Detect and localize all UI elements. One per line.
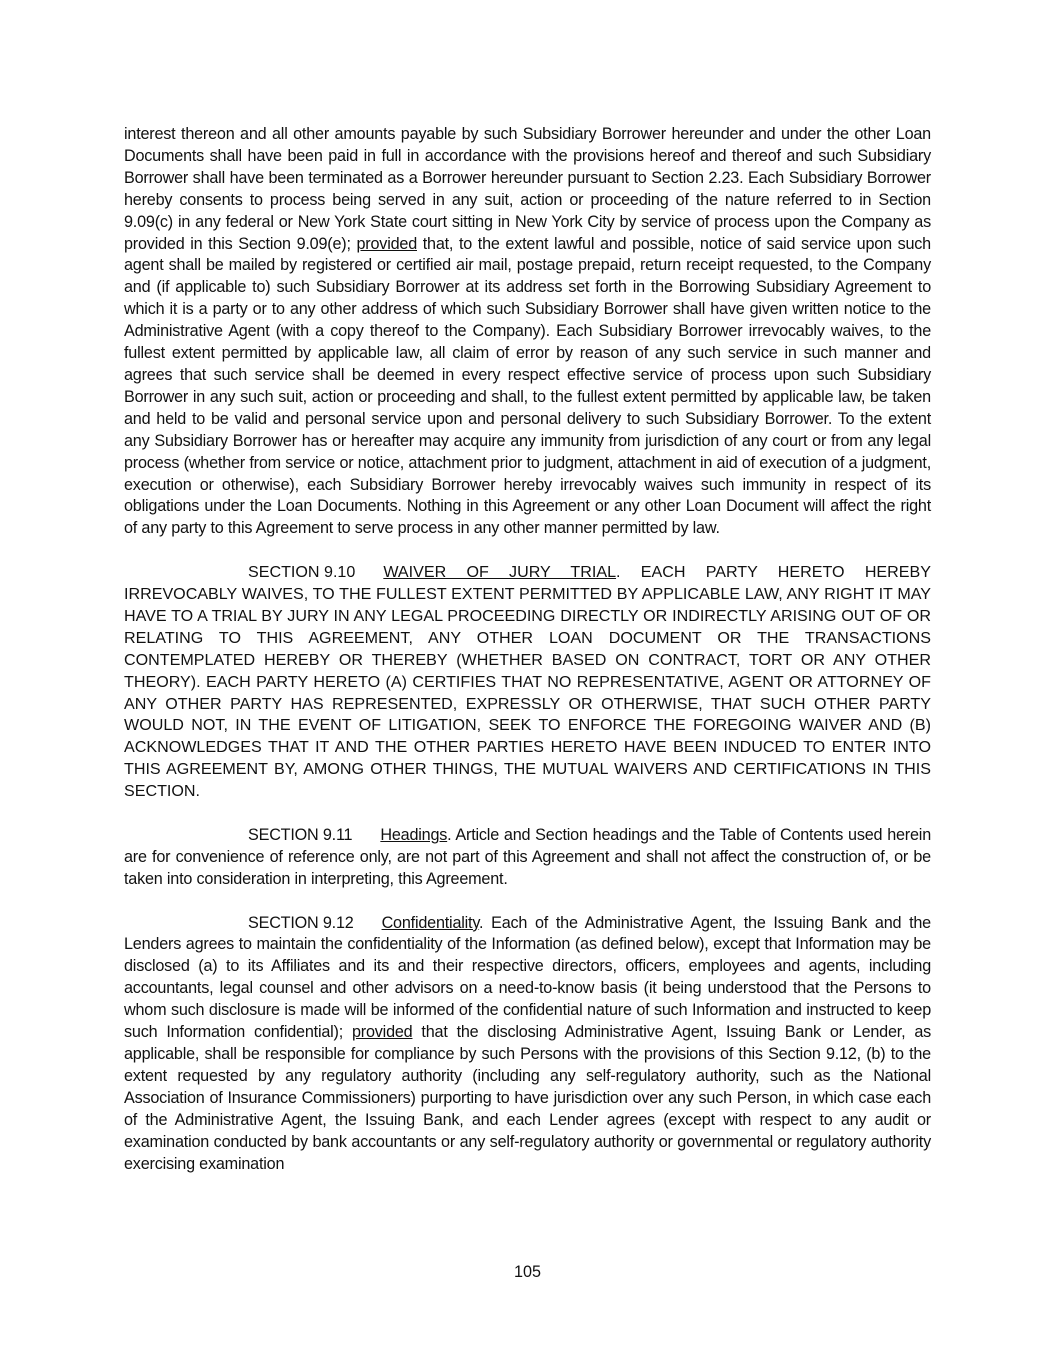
- document-page: [124, 124, 931, 1175]
- section-9-11-number: SECTION 9.11: [248, 825, 353, 844]
- page-number: 105: [513, 1263, 541, 1281]
- section-9-10-title: WAIVER OF JURY TRIAL: [383, 563, 617, 582]
- continuation-text-2: that, to the extent lawful and possible, notice of said service upon such agent shall be mailed by registered or certified air mail, postage prepaid, return receipt requested, to the Company and (if applicable to) such Subsidiary Borrower at its address set forth in the Borrowing Subsidiary Agreement to which it is a party or to any other address of which such Subsidiary Borrower shall have given written notice to the Administrative Agent (with a copy thereof to the Company). Each Subsidiary Borrower irrevocably waives, to the fullest extent permitted by applicable law, all claim of error by reason of any such service in such manner and agrees that such service shall be deemed in every respect effective service of process upon such Subsidiary Borrower in any such suit, action or proceeding and shall, to the fullest extent permitted by applicable law, be taken and held to be valid and personal service upon and personal delivery to such Subsidiary Borrower. To the extent any Subsidiary Borrower has or hereafter may acquire any immunity from jurisdiction of any court or from any legal process (whether from service or notice, attachment prior to judgment, attachment in aid of execution of a judgment, execution or otherwise), each Subsidiary Borrower hereby irrevocably waives such immunity in respect of its obligations under the Loan Documents. Nothing in this Agreement or any other Loan Document will affect the right of any party to this Agreement to serve process in any other manner permitted by law.: [124, 234, 931, 538]
- provided-term-2: provided: [351, 1023, 413, 1042]
- continuation-text-1: interest thereon and all other amounts payable by such Subsidiary Borrower hereunder and under the other Loan Documents shall have been paid in full in accordance with the provisions hereof and thereof and such Subsidiary Borrower shall have been terminated as a Borrower hereunder pursuant to Section 2.23. Each Subsidiary Borrower hereby consents to process being served in any suit, action or proceeding of the nature referred to in Section 9.09(c) in any federal or New York State court sitting in New York City by service of process upon the Company as provided in this Section 9.09(e);: [124, 125, 931, 253]
- section-9-12-body-1: . Each of the Administrative Agent, the Issuing Bank and the Lenders agrees to maintain the confidentiality of the Information (as defined below), except that Information may be disclosed (a) to its Affiliates and its and their respective directors, officers, employees and agents, including accountants, legal counsel and other advisors on a need-to-know basis (it being understood that the Persons to whom such disclosure is made will be informed of the confidential nature of such Information and instructed to keep such Information confidential);: [124, 913, 931, 1042]
- section-9-10-number: SECTION 9.10: [248, 563, 356, 582]
- continuation-paragraph: [124, 124, 931, 540]
- section-9-11-paragraph: [124, 825, 931, 891]
- section-9-10-body: . EACH PARTY HERETO HEREBY IRREVOCABLY WAIVES, TO THE FULLEST EXTENT PERMITTED BY APPLICABLE LAW, ANY RIGHT IT MAY HAVE TO A TRIAL BY JURY IN ANY LEGAL PROCEEDING DIRECTLY OR INDIRECTLY ARISING OUT OF OR RELATING TO THIS AGREEMENT, ANY OTHER LOAN DOCUMENT OR THE TRANSACTIONS CONTEMPLATED HEREBY OR THEREBY (WHETHER BASED ON CONTRACT, TORT OR ANY OTHER THEORY). EACH PARTY HERETO (A) CERTIFIES THAT NO REPRESENTATIVE, AGENT OR ATTORNEY OF ANY OTHER PARTY HAS REPRESENTED, EXPRESSLY OR OTHERWISE, THAT SUCH OTHER PARTY WOULD NOT, IN THE EVENT OF LITIGATION, SEEK TO ENFORCE THE FOREGOING WAIVER AND (B) ACKNOWLEDGES THAT IT AND THE OTHER PARTIES HERETO HAVE BEEN INDUCED TO ENTER INTO THIS AGREEMENT BY, AMONG OTHER THINGS, THE MUTUAL WAIVERS AND CERTIFICATIONS IN THIS SECTION.: [124, 563, 931, 801]
- section-9-12-title: Confidentiality: [381, 913, 480, 932]
- section-9-11-body: . Article and Section headings and the Table of Contents used herein are for convenience of reference only, are not part of this Agreement and shall not affect the construction of, or be taken into consideration in interpreting, this Agreement.: [124, 825, 931, 888]
- section-9-10-paragraph: [124, 562, 931, 803]
- section-9-12-paragraph: [124, 913, 931, 1176]
- section-9-12-body-2: that the disclosing Administrative Agent, Issuing Bank or Lender, as applicable, shall be responsible for compliance by such Persons with the provisions of this Section 9.12, (b) to the extent requested by any regulatory authority (including any self-regulatory authority, such as the National Association of Insurance Commissioners) purporting to have jurisdiction over any such Person, in which case each of the Administrative Agent, the Issuing Bank, and each Lender agrees (except with respect to any audit or examination conducted by bank accountants or any self-regulatory authority or governmental or regulatory authority exercising examination: [124, 1023, 932, 1173]
- provided-term: provided: [356, 234, 417, 253]
- section-9-11-title: Headings: [380, 825, 448, 844]
- section-9-12-number: SECTION 9.12: [248, 913, 354, 932]
